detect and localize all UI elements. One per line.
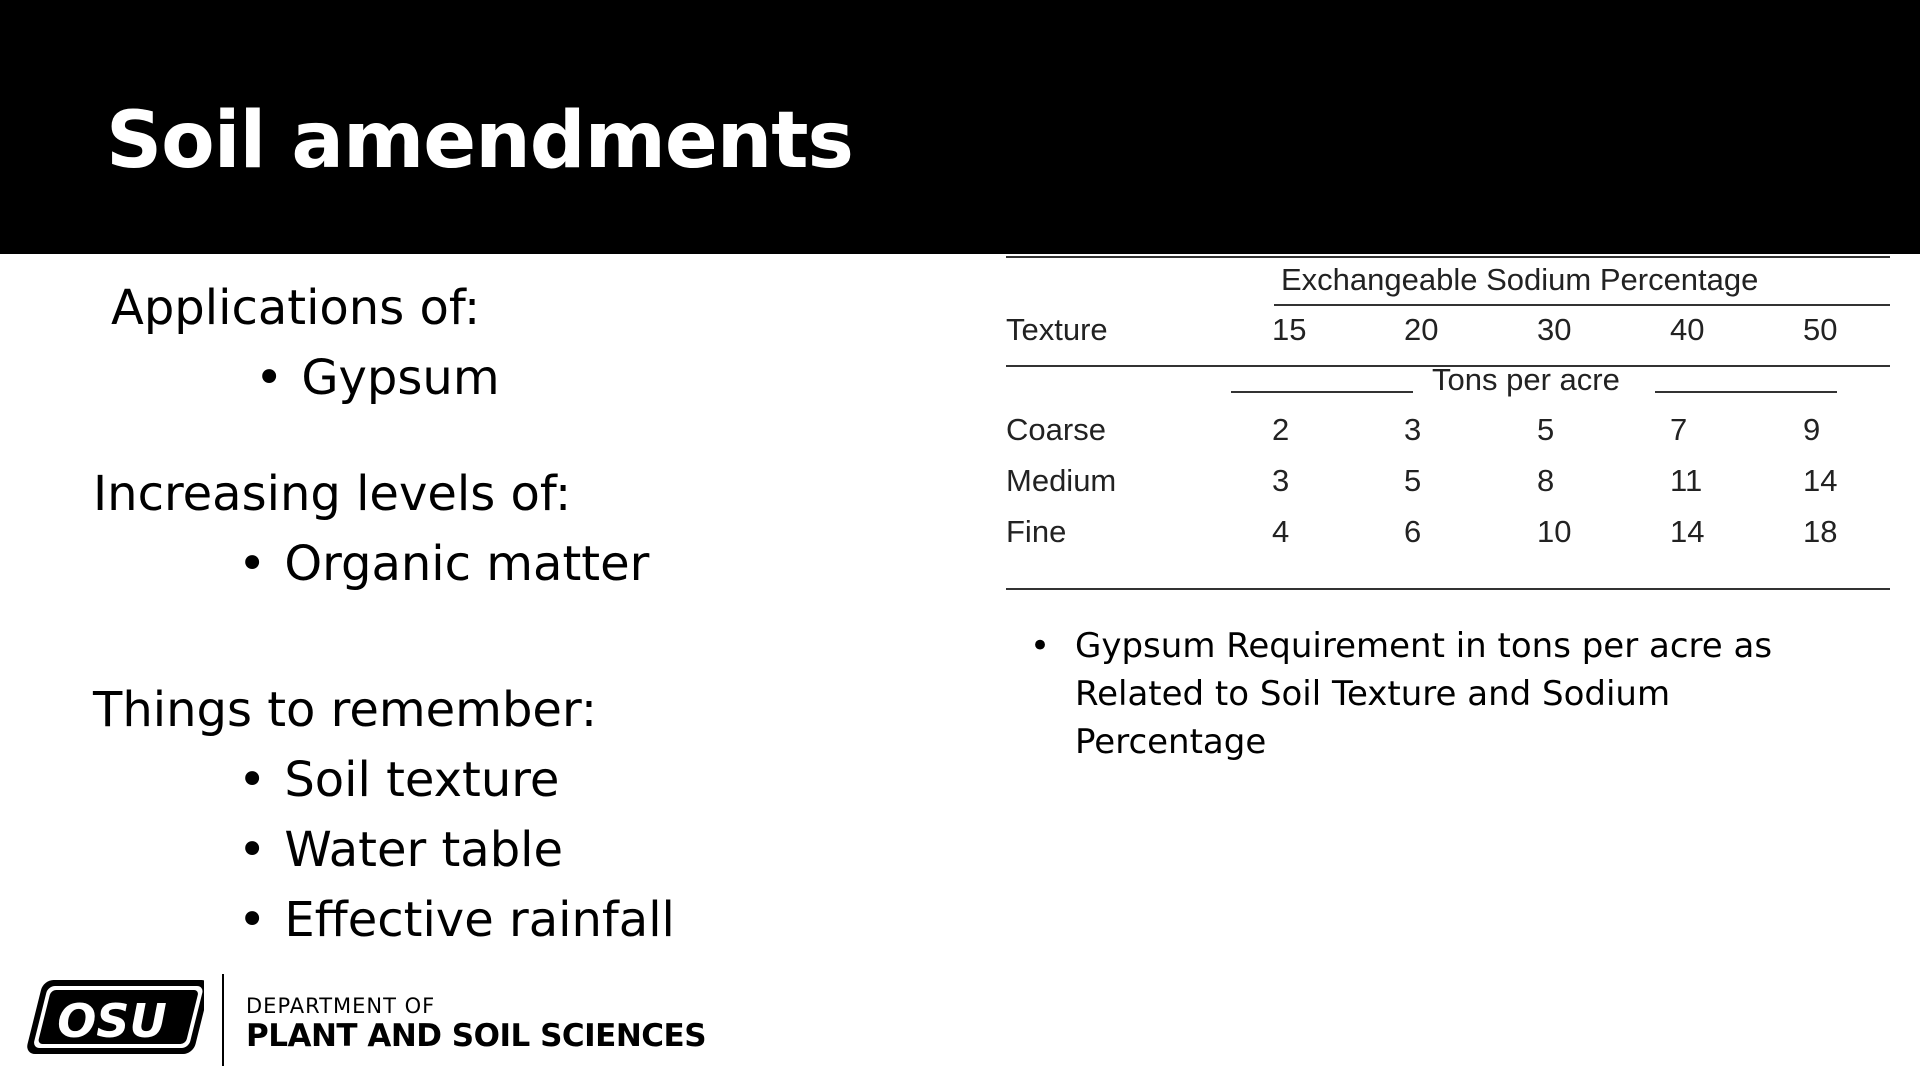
table-bottom-rule: [1006, 588, 1890, 590]
table-column-header: 50: [1803, 312, 1838, 347]
department-label: DEPARTMENT OF: [246, 994, 436, 1018]
table-row-label: Fine: [1006, 514, 1067, 549]
bullet: •: [1030, 626, 1051, 666]
gypsum-table: [1006, 254, 1890, 594]
list-item-label: Effective rainfall: [284, 892, 675, 948]
list-item-label: Gypsum: [301, 350, 500, 406]
table-cell: 8: [1537, 463, 1555, 498]
table-column-header: 15: [1272, 312, 1307, 347]
list-item-water-table: [238, 822, 563, 878]
table-row-header: Texture: [1006, 312, 1108, 347]
bullet: •: [238, 536, 267, 592]
list-item-organic-matter: [238, 536, 649, 592]
slide-title: Soil amendments: [106, 96, 853, 186]
table-cell: 14: [1670, 514, 1705, 549]
bullet: •: [238, 752, 267, 808]
applications-heading: Applications of:: [111, 280, 481, 336]
list-item-label: Water table: [284, 822, 564, 878]
title-bar: [0, 0, 1920, 254]
table-cell: 4: [1272, 514, 1290, 549]
list-item-soil-texture: [238, 752, 559, 808]
list-item-effective-rainfall: [238, 892, 675, 948]
bullet: •: [238, 822, 267, 878]
table-cell: 5: [1404, 463, 1422, 498]
table-column-header: 30: [1537, 312, 1572, 347]
table-cell: 18: [1803, 514, 1838, 549]
caption-text: Gypsum Requirement in tons per acre as Related to Soil Texture and Sodium Percentage: [1075, 626, 1773, 762]
table-cell: 3: [1272, 463, 1290, 498]
table-row-label: Medium: [1006, 463, 1117, 498]
table-cell: 9: [1803, 412, 1821, 447]
unit-label-rule-left: [1231, 391, 1413, 393]
list-item-label: Organic matter: [284, 536, 650, 592]
table-group-rule: [1274, 304, 1890, 306]
table-cell: 7: [1670, 412, 1688, 447]
bullet: •: [255, 350, 284, 406]
table-row-label: Coarse: [1006, 412, 1106, 447]
table-cell: 10: [1537, 514, 1572, 549]
osu-logo-icon: [20, 970, 204, 1064]
increasing-heading: Increasing levels of:: [93, 466, 572, 522]
table-caption: [1030, 622, 1830, 766]
unit-label-rule-right: [1655, 391, 1837, 393]
remember-heading: Things to remember:: [93, 682, 597, 738]
logo-text: OSU: [57, 994, 167, 1048]
list-item-label: Soil texture: [284, 752, 560, 808]
table-cell: 5: [1537, 412, 1555, 447]
table-group-header: Exchangeable Sodium Percentage: [1281, 262, 1759, 297]
table-cell: 2: [1272, 412, 1290, 447]
table-cell: 3: [1404, 412, 1422, 447]
table-column-header: 40: [1670, 312, 1705, 347]
table-cell: 6: [1404, 514, 1422, 549]
department-name: PLANT AND SOIL SCIENCES: [246, 1018, 707, 1054]
table-top-rule: [1006, 256, 1890, 258]
bullet: •: [238, 892, 267, 948]
list-item-gypsum: [255, 350, 500, 406]
table-column-header: 20: [1404, 312, 1439, 347]
table-cell: 14: [1803, 463, 1838, 498]
table-unit-label: Tons per acre: [1432, 362, 1620, 397]
table-cell: 11: [1670, 463, 1703, 498]
logo-divider: [222, 974, 224, 1066]
